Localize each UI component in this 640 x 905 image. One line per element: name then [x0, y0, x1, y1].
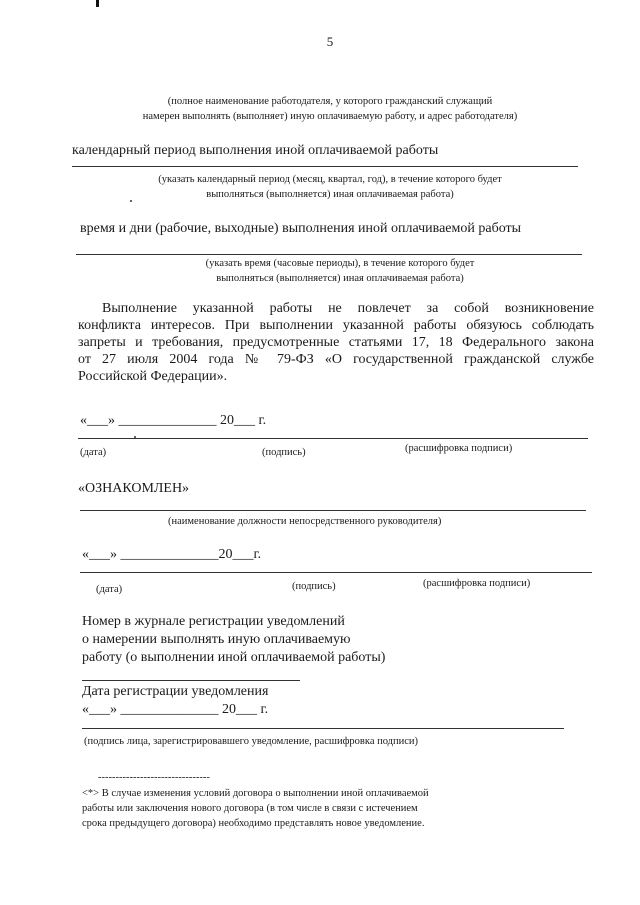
period-caption-line: выполняться (выполняется) иная оплачиваемая работа) [206, 189, 454, 200]
date-caption-1: (дата) [80, 447, 107, 458]
registration-date-label: Дата регистрации уведомления [82, 684, 269, 699]
acquainted-label: «ОЗНАКОМЛЕН» [78, 481, 190, 496]
period-caption [110, 172, 550, 202]
scan-artifact [96, 0, 99, 7]
journal-number-line [82, 680, 300, 681]
statement-paragraph [78, 300, 594, 385]
statement-line: конфликта интересов. При выполнении указанной работы обязуюсь соблюдать [78, 318, 594, 333]
decoding-caption-2: (расшифровка подписи) [423, 578, 531, 589]
time-caption-line: выполняться (выполняется) иная оплачиваемая работа) [216, 273, 464, 284]
footnote-line: <*> В случае изменения условий договора о выполнении иной оплачиваемой [82, 788, 429, 799]
date-line-3: «___» ______________ 20___ г. [82, 702, 269, 717]
journal-line: работу (о выполнении иной оплачиваемой работы) [82, 650, 386, 665]
time-caption-line: (указать время (часовые периоды), в течение которого будет [205, 258, 475, 269]
statement-line: Российской Федерации». [78, 369, 228, 384]
journal-line: о намерении выполнять иную оплачиваемую [82, 632, 351, 647]
period-caption-line: (указать календарный период (месяц, квартал, год), в течение которого будет [158, 174, 502, 185]
journal-block [82, 613, 385, 667]
signature-caption-2: (подпись) [292, 581, 336, 592]
time-label: время и дни (рабочие, выходные) выполнения иной оплачиваемой работы [80, 221, 522, 236]
time-line [76, 254, 582, 255]
date-line-1: «___» ______________ 20___ г. [80, 413, 267, 428]
date-line-2: «___» ______________20___г. [82, 547, 262, 562]
supervisor-line [80, 510, 586, 511]
footnote-separator: -------------------------------- [98, 772, 210, 783]
time-caption [150, 256, 530, 286]
signature-line-1 [78, 438, 588, 439]
footnote [82, 786, 429, 831]
supervisor-caption: (наименование должности непосредственного руководителя) [168, 516, 442, 527]
employer-caption-line: (полное наименование работодателя, у которого гражданский служащий [167, 96, 493, 107]
period-label: календарный период выполнения иной оплачиваемой работы [72, 143, 439, 158]
footnote-line: срока предыдущего договора) необходимо представлять новое уведомление. [82, 818, 425, 829]
period-line [72, 166, 578, 167]
footnote-line: работы или заключения нового договора (в том числе в связи с истечением [82, 803, 418, 814]
registrar-line [82, 728, 564, 729]
page-number: 5 [326, 34, 334, 49]
decoding-caption-1: (расшифровка подписи) [405, 443, 513, 454]
employer-caption-line: намерен выполнять (выполняет) иную оплачиваемую работу, и адрес работодателя) [142, 111, 518, 122]
statement-line: от 27 июля 2004 года № 79-ФЗ «О государственной гражданской службе [78, 352, 594, 367]
signature-caption-1: (подпись) [262, 447, 306, 458]
registrar-caption: (подпись лица, зарегистрировавшего уведомление, расшифровка подписи) [84, 736, 419, 747]
scan-speck [130, 200, 132, 202]
statement-line: запреты и требования, предусмотренные статьями 17, 18 Федерального закона [78, 335, 594, 350]
employer-caption [100, 94, 560, 124]
signature-line-2 [80, 572, 592, 573]
date-caption-2: (дата) [96, 584, 123, 595]
journal-line: Номер в журнале регистрации уведомлений [82, 614, 345, 629]
statement-line: Выполнение указанной работы не повлечет за собой возникновение [102, 301, 594, 316]
